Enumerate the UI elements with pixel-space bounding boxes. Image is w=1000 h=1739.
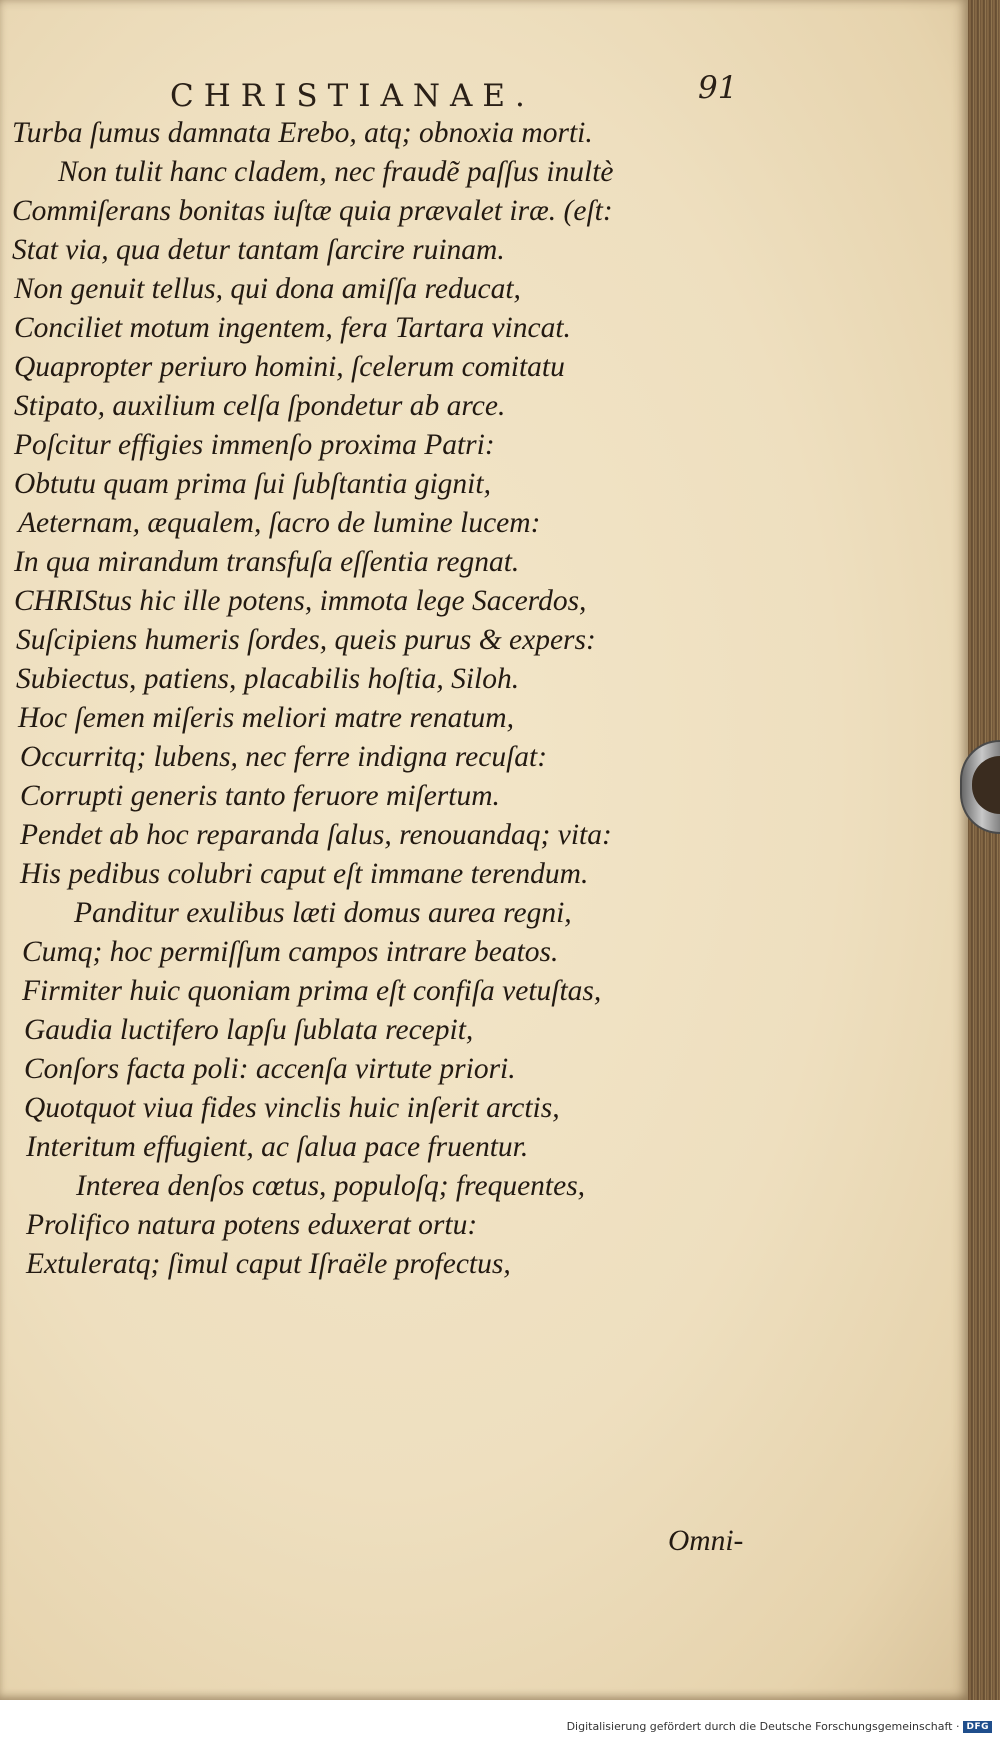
verse-line: In qua mirandum transfuſa eſſentia regnat. — [14, 546, 520, 578]
page-edges — [968, 0, 1000, 1739]
verse-line: Quapropter periuro homini, ſcelerum comitatu — [14, 351, 565, 383]
verse-line: Non tulit hanc cladem, nec fraudẽ paſſus inultè — [58, 156, 614, 188]
verse-line: Occurritq; lubens, nec ferre indigna recuſat: — [20, 741, 548, 773]
verse-line: Quotquot viua fides vinclis huic inſerit arctis, — [24, 1092, 560, 1124]
verse-line: Turba ſumus damnata Erebo, atq; obnoxia morti. — [12, 117, 593, 149]
verse-line: Poſcitur effigies immenſo proxima Patri: — [14, 429, 495, 461]
verse-line: Conciliet motum ingentem, fera Tartara vincat. — [14, 312, 571, 344]
verse-line: Interitum effugient, ac ſalua pace fruentur. — [26, 1131, 529, 1163]
verse-line: Stipato, auxilium celſa ſpondetur ab arce. — [14, 390, 506, 422]
verse-line: Cumq; hoc permiſſum campos intrare beatos. — [22, 936, 559, 968]
verse-line: Gaudia luctifero lapſu ſublata recepit, — [24, 1014, 474, 1046]
dfg-logo: DFG — [963, 1721, 992, 1733]
verse-line: His pedibus colubri caput eſt immane terendum. — [20, 858, 589, 890]
verse-line: Suſcipiens humeris ſordes, queis purus & expers: — [16, 624, 596, 656]
verse-line: Stat via, qua detur tantam ſarcire ruinam. — [12, 234, 505, 266]
footer-strip — [0, 1700, 1000, 1739]
digitization-credit — [567, 1720, 992, 1733]
verse-line: Firmiter huic quoniam prima eſt confiſa vetuſtas, — [22, 975, 602, 1007]
verse-line: Conſors facta poli: accenſa virtute priori. — [24, 1053, 516, 1085]
verse-line: Obtutu quam prima ſui ſubſtantia gignit, — [14, 468, 491, 500]
credit-text: Digitalisierung gefördert durch die Deutsche Forschungsgemeinschaft · — [566, 1720, 960, 1733]
running-head-title: CHRISTIANAE. — [170, 78, 535, 114]
verse-line: Corrupti generis tanto feruore miſertum. — [20, 780, 500, 812]
catchword: Omni- — [668, 1525, 744, 1557]
verse-line: Subiectus, patiens, placabilis hoſtia, Siloh. — [16, 663, 520, 695]
verse-line: Hoc ſemen miſeris meliori matre renatum, — [18, 702, 514, 734]
verse-line: Aeternam, æqualem, ſacro de lumine lucem: — [18, 507, 541, 539]
verse-line: Commiſerans bonitas iuſtæ quia prævalet iræ. (eſt: — [12, 195, 613, 227]
page-number: 91 — [698, 70, 738, 106]
verse-line: Panditur exulibus læti domus aurea regni, — [74, 897, 572, 929]
verse-line: Extuleratq; ſimul caput Iſraële profectus, — [26, 1248, 511, 1280]
verse-line: CHRIStus hic ille potens, immota lege Sacerdos, — [14, 585, 587, 617]
verse-line: Pendet ab hoc reparanda ſalus, renouandaq; vita: — [20, 819, 612, 851]
verse-line: Non genuit tellus, qui dona amiſſa reducat, — [14, 273, 521, 305]
verse-line: Prolifico natura potens eduxerat ortu: — [26, 1209, 478, 1241]
verse-line: Interea denſos cœtus, populoſq; frequentes, — [76, 1170, 586, 1202]
